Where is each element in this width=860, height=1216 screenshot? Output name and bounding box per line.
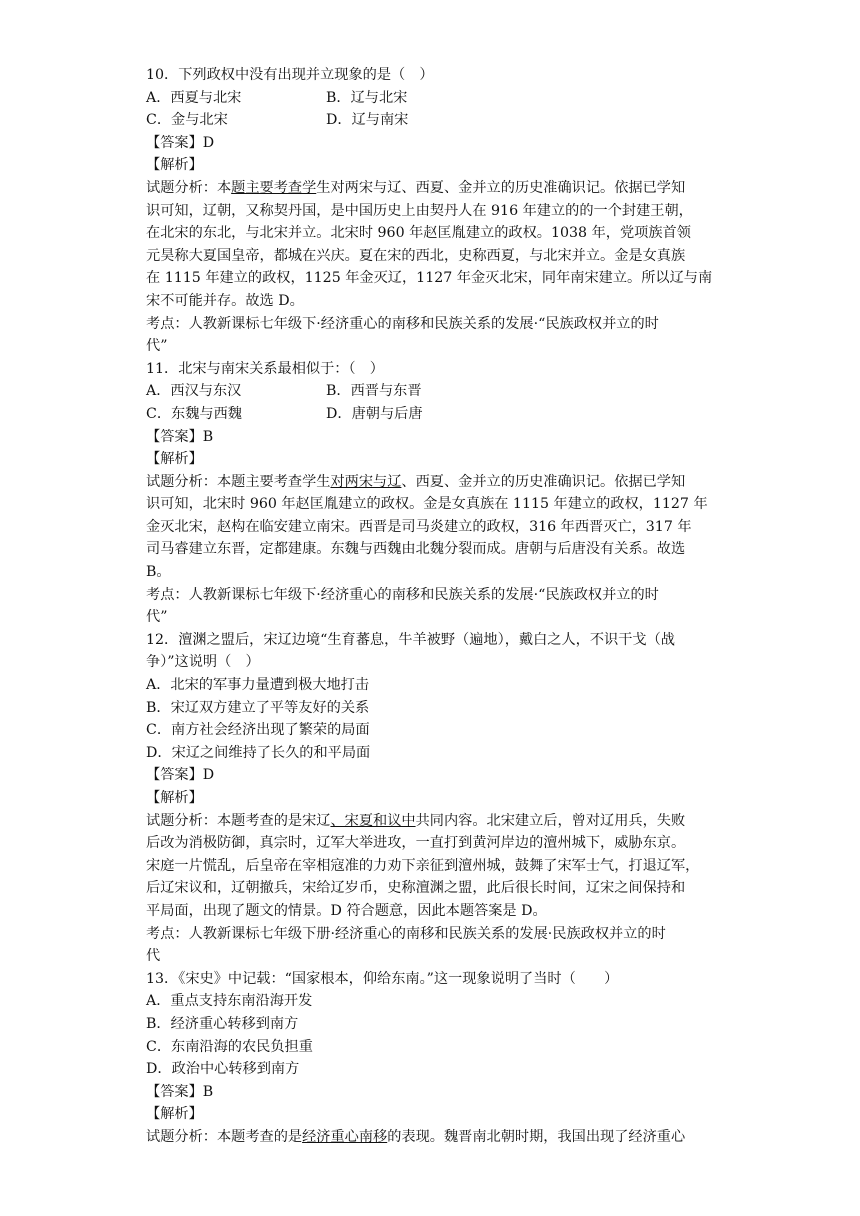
- analysis-line: 平局面，出现了题文的情景。D 符合题意，因此本题答案是 D。: [146, 902, 547, 919]
- question-10-stem: 10．下列政权中没有出现并立现象的是（ ）: [146, 67, 434, 83]
- analysis-line: 试题分析：本题考查的是宋辽、宋夏和议中共同内容。北宋建立后，曾对辽用兵，失败: [146, 812, 686, 829]
- option-c: C．东魏与西魏: [146, 405, 242, 422]
- kaodian-line: 代: [146, 948, 161, 965]
- kaodian-line: 考点：人教新课标七年级下册·经济重心的南移和民族关系的发展·民族政权并立的时: [146, 925, 666, 942]
- option-d: D．宋辽之间维持了长久的和平局面: [146, 744, 371, 761]
- option-c: C．东南沿海的农民负担重: [146, 1038, 313, 1055]
- kaodian-line: 考点：人教新课标七年级下·经济重心的南移和民族关系的发展·“民族政权并立的时: [146, 586, 659, 603]
- analysis-label: 【解析】: [146, 790, 203, 806]
- question-13-stem: 13．《宋史》中记载：“国家根本，仰给东南。”这一现象说明了当时（ ）: [146, 970, 619, 987]
- option-d: D．政治中心转移到南方: [146, 1061, 300, 1078]
- analysis-line: 试题分析：本题考查的是经济重心南移的表现。魏晋南北朝时期，我国出现了经济重心: [146, 1128, 686, 1145]
- analysis-label: 【解析】: [146, 1106, 203, 1123]
- option-a: A．西夏与北宋: [146, 89, 242, 106]
- analysis-line: 宋不可能并存。故选 D。: [146, 292, 304, 309]
- analysis-line: 元昊称大夏国皇帝，都城在兴庆。夏在宋的西北，史称西夏，与北宋并立。金是女真族: [146, 247, 686, 264]
- analysis-line: 试题分析：本题主要考查学生对两宋与辽、西夏、金并立的历史准确识记。依据已学知: [146, 179, 686, 196]
- analysis-line: 宋庭一片慌乱，后皇帝在宰相寇准的力劝下亲征到澶州城，鼓舞了宋军士气，打退辽军，: [146, 857, 700, 874]
- analysis-line: 在北宋的东北，与北宋并立。北宋时 960 年赵匡胤建立的政权。1038 年，党项族首领: [146, 225, 691, 242]
- analysis-line: 后辽宋议和，辽朝撤兵，宋给辽岁币，史称澶渊之盟，此后很长时间，辽宋之间保持和: [146, 880, 686, 897]
- analysis-line: 识可知，辽朝，又称契丹国，是中国历史上由契丹人在 916 年建立的的一个封建王朝，: [146, 202, 693, 219]
- kaodian-line: 代”: [146, 609, 168, 626]
- analysis-label: 【解析】: [146, 157, 203, 174]
- analysis-line: 金灭北宋，赵构在临安建立南宋。西晋是司马炎建立的政权，316 年西晋灭亡，317 年: [146, 518, 692, 535]
- option-a: A．北宋的军事力量遭到极大地打击: [146, 677, 370, 694]
- answer-line: 【答案】B: [146, 428, 214, 445]
- question-12-stem: 12．澶渊之盟后，宋辽边境“生育蕃息，牛羊被野（遍地），戴白之人，不识干戈（战: [146, 631, 675, 648]
- answer-line: 【答案】B: [146, 1083, 214, 1100]
- analysis-line: B。: [146, 564, 171, 581]
- question-11-options-row-1: [146, 380, 716, 403]
- answer-line: 【答案】D: [146, 767, 215, 784]
- option-b: B．辽与北宋: [326, 89, 408, 106]
- question-10-options-row-2: [146, 109, 716, 132]
- analysis-line: 司马睿建立东晋，定都建康。东魏与西魏由北魏分裂而成。唐朝与后唐没有关系。故选: [146, 541, 686, 558]
- option-c: C．南方社会经济出现了繁荣的局面: [146, 722, 370, 739]
- analysis-label: 【解析】: [146, 451, 203, 468]
- analysis-line: 识可知，北宋时 960 年赵匡胤建立的政权。金是女真族在 1115 年建立的政权，1127 年: [146, 496, 708, 513]
- kaodian-line: 考点：人教新课标七年级下·经济重心的南移和民族关系的发展·“民族政权并立的时: [146, 315, 659, 332]
- document-page: [146, 64, 716, 1149]
- question-10-options-row-1: [146, 87, 716, 110]
- option-c: C．金与北宋: [146, 112, 228, 129]
- option-d: D．辽与南宋: [326, 112, 409, 129]
- option-a: A．重点支持东南沿海开发: [146, 993, 313, 1010]
- analysis-line: 试题分析：本题主要考查学生对两宋与辽、西夏、金并立的历史准确识记。依据已学知: [146, 473, 686, 490]
- analysis-line: 后改为消极防御，真宗时，辽军大举进攻，一直打到黄河岸边的澶州城下，威胁东京。: [146, 835, 686, 852]
- option-b: B．西晋与东晋: [326, 383, 422, 400]
- question-12-stem: 争）”这说明（ ）: [146, 654, 260, 671]
- question-11-options-row-2: [146, 403, 716, 426]
- option-a: A．西汉与东汉: [146, 383, 242, 400]
- question-11-stem: 11．北宋与南宋关系最相似于：（ ）: [146, 360, 384, 377]
- option-b: B．宋辽双方建立了平等友好的关系: [146, 699, 370, 716]
- answer-line: 【答案】D: [146, 134, 215, 151]
- analysis-line: 在 1115 年建立的政权，1125 年金灭辽，1127 年金灭北宋，同年南宋建立。所以辽与南: [146, 270, 713, 287]
- kaodian-line: 代”: [146, 338, 168, 355]
- option-d: D．唐朝与后唐: [326, 405, 423, 422]
- option-b: B．经济重心转移到南方: [146, 1015, 299, 1032]
